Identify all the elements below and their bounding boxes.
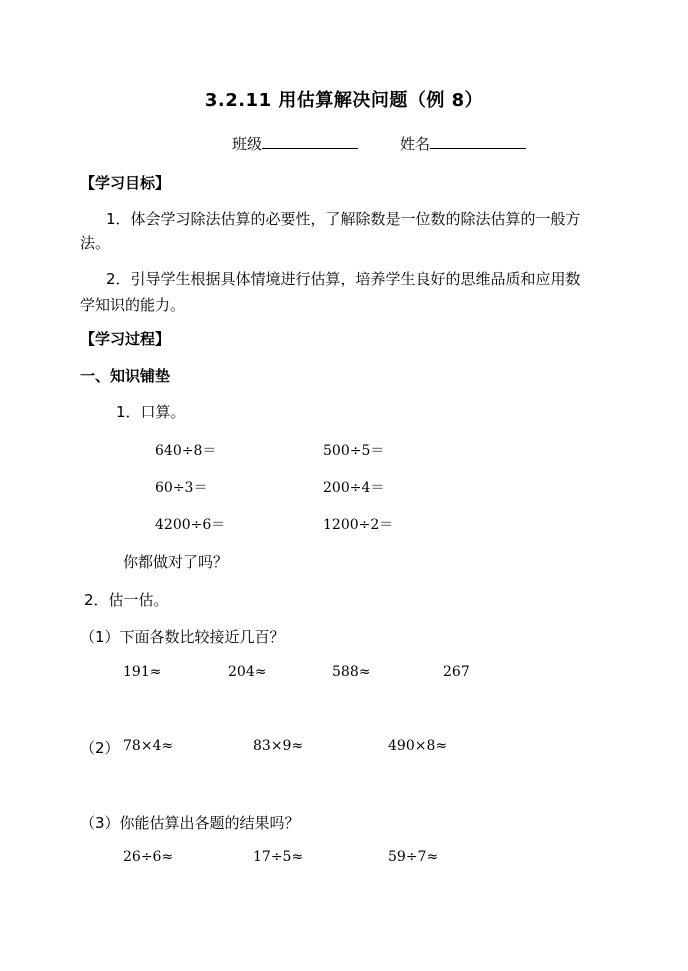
oral-item: 1200÷2＝ <box>323 517 394 533</box>
sub-question-3: （3）你能估算出各题的结果吗？ <box>80 814 300 832</box>
mult-item: 78×4≈ <box>123 738 174 754</box>
class-blank <box>262 134 358 149</box>
approx-item: 191≈ <box>123 664 162 680</box>
goal-2-line-1: 2．引导学生根据具体情境进行估算，培养学生良好的思维品质和应用数 <box>106 270 581 288</box>
approx-item: 267 <box>443 664 470 680</box>
div-item: 26÷6≈ <box>123 849 174 865</box>
process-header: 【学习过程】 <box>80 330 171 348</box>
oral-item: 500÷5＝ <box>323 443 385 459</box>
question-2: 2．估一估。 <box>84 591 169 609</box>
page-title: 3.2.11 用估算解决问题（例 8） <box>204 90 484 111</box>
class-label: 班级 <box>232 135 263 153</box>
goals-header: 【学习目标】 <box>80 174 171 192</box>
goal-2-line-2: 学知识的能力。 <box>80 296 186 314</box>
name-field <box>400 133 526 154</box>
class-field <box>232 133 358 154</box>
goal-1-line-1: 1．体会学习除法估算的必要性，了解除数是一位数的除法估算的一般方 <box>106 210 581 228</box>
mult-item: 83×9≈ <box>253 738 304 754</box>
approx-item: 588≈ <box>332 664 371 680</box>
sub-question-2: （2） <box>80 739 120 757</box>
oral-item: 640÷8＝ <box>155 443 217 459</box>
sub-question-1: （1）下面各数比较接近几百？ <box>80 628 285 646</box>
div-item: 17÷5≈ <box>253 849 304 865</box>
question-1: 1．口算。 <box>116 403 186 421</box>
approx-item: 204≈ <box>228 664 267 680</box>
mult-item: 490×8≈ <box>388 738 448 754</box>
name-label: 姓名 <box>400 135 431 153</box>
oral-item: 60÷3＝ <box>155 480 208 496</box>
oral-item: 200÷4＝ <box>323 480 385 496</box>
section-1-title: 一、知识铺垫 <box>80 367 171 385</box>
name-blank <box>430 134 526 149</box>
check-prompt: 你都做对了吗？ <box>123 553 229 571</box>
oral-item: 4200÷6＝ <box>155 517 226 533</box>
goal-1-line-2: 法。 <box>80 234 111 252</box>
div-item: 59÷7≈ <box>388 849 439 865</box>
